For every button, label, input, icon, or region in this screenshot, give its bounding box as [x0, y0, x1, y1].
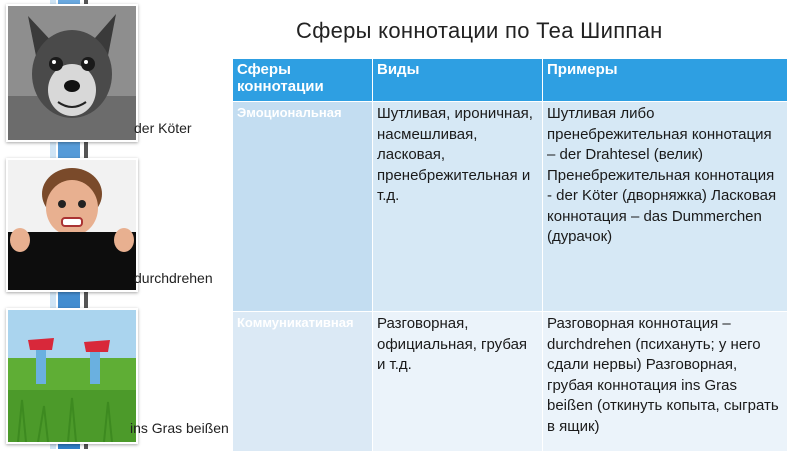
connotation-table — [232, 58, 788, 452]
header-examples: Примеры — [543, 59, 788, 102]
page-title: Сферы коннотации по Теа Шиппан — [296, 18, 663, 43]
table-row — [233, 312, 788, 452]
cell-types: Разговорная, официальная, грубая и т.д. — [373, 312, 543, 452]
caption-ins-gras-beissen: ins Gras beißen — [130, 420, 229, 436]
table-row — [233, 102, 788, 312]
cell-sphere: Эмоциональная — [233, 102, 373, 312]
cell-examples: Шутливая либо пренебрежительная коннотация – der Drahtesel (велик) Пренебрежительная коннотация - der Köter (дворняжка) Ласковая коннотация – das Dummerchen (дурачок) — [543, 102, 788, 312]
cell-types: Шутливая, ироничная, насмешливая, ласковая, пренебрежительная и т.д. — [373, 102, 543, 312]
grass-legs-photo — [6, 308, 138, 444]
caption-durchdrehen: durchdrehen — [134, 270, 213, 286]
header-sphere: Сферы коннотации — [233, 59, 373, 102]
header-types: Виды — [373, 59, 543, 102]
cell-examples: Разговорная коннотация – durchdrehen (психануть; у него сдали нервы) Разговорная, грубая коннотация ins Gras beißen (откинуть копыта, сыграть в ящик) — [543, 312, 788, 452]
cell-sphere: Коммуникативная — [233, 312, 373, 452]
dog-photo — [6, 4, 138, 142]
caption-koter: der Köter — [134, 120, 192, 136]
boy-laptop-photo — [6, 158, 138, 292]
table-header-row — [233, 59, 788, 102]
